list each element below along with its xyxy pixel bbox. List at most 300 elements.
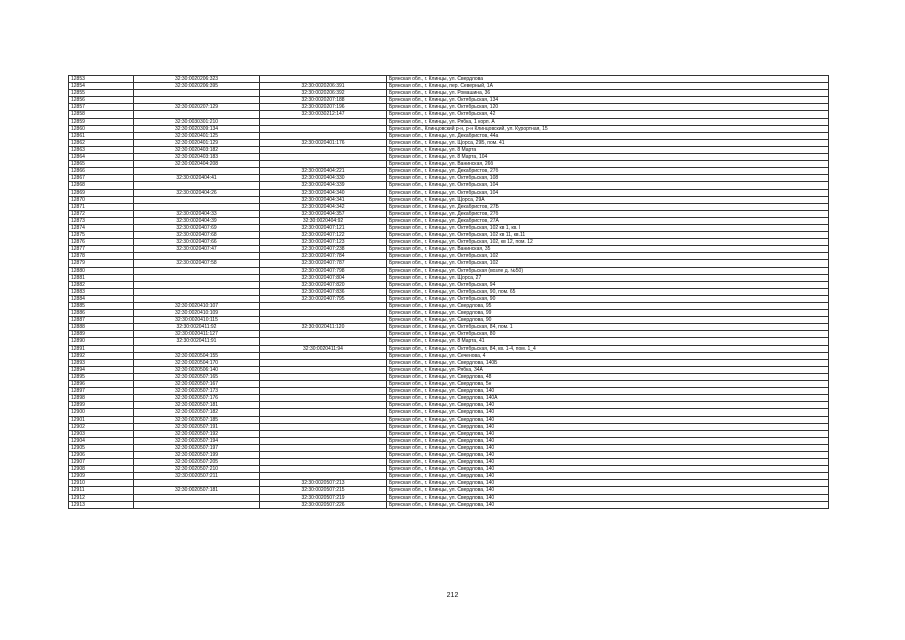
address-cell: Брянская обл., г. Клинцы, ул. 8 Марта bbox=[387, 146, 829, 153]
building-cadastral-cell bbox=[260, 395, 387, 402]
table-row bbox=[69, 366, 829, 373]
table-row bbox=[69, 459, 829, 466]
table-row bbox=[69, 359, 829, 366]
land-cadastral-cell: 32:30:0020507:210 bbox=[134, 466, 260, 473]
table-row bbox=[69, 402, 829, 409]
address-cell: Брянская обл., г. Клинцы, ул. Щорса, 29А bbox=[387, 196, 829, 203]
table-row bbox=[69, 288, 829, 295]
building-cadastral-cell: 32:30:0020411:94 bbox=[260, 345, 387, 352]
building-cadastral-cell: 32:30:0020407:820 bbox=[260, 281, 387, 288]
building-cadastral-cell bbox=[260, 132, 387, 139]
land-cadastral-cell: 32:30:0020403:183 bbox=[134, 154, 260, 161]
address-cell: Брянская обл., г. Клинцы, ул. Октябрьская, 102 кв 11, кв.11 bbox=[387, 232, 829, 239]
land-cadastral-cell: 32:30:0020206:395 bbox=[134, 83, 260, 90]
row-number-cell: 12874 bbox=[69, 224, 134, 231]
table-row bbox=[69, 196, 829, 203]
address-cell: Брянская обл., г. Клинцы, ул. Свердлова, 5н bbox=[387, 381, 829, 388]
land-cadastral-cell: 32:30:0020507:194 bbox=[134, 437, 260, 444]
table-row bbox=[69, 125, 829, 132]
address-cell: Брянская обл., г. Клинцы, ул. Октябрьская, 42 bbox=[387, 111, 829, 118]
address-cell: Брянская обл., г. Клинцы, ул. Октябрьская, 120 bbox=[387, 104, 829, 111]
table-row bbox=[69, 217, 829, 224]
building-cadastral-cell: 32:30:0020407:784 bbox=[260, 253, 387, 260]
address-cell: Брянская обл., г. Клинцы, ул. Декабристов, 27Б bbox=[387, 203, 829, 210]
row-number-cell: 12859 bbox=[69, 118, 134, 125]
address-cell: Брянская обл., г. Клинцы, ул. Сеченова, 4 bbox=[387, 352, 829, 359]
address-cell: Брянская обл., г. Клинцы, ул. Декабристов, 27б bbox=[387, 168, 829, 175]
building-cadastral-cell bbox=[260, 154, 387, 161]
building-cadastral-cell bbox=[260, 125, 387, 132]
building-cadastral-cell: 32:30:0020404:339 bbox=[260, 182, 387, 189]
row-number-cell: 12866 bbox=[69, 168, 134, 175]
building-cadastral-cell: 32:30:0020407:238 bbox=[260, 246, 387, 253]
row-number-cell: 12885 bbox=[69, 303, 134, 310]
building-cadastral-cell bbox=[260, 331, 387, 338]
address-cell: Брянская обл., г. Клинцы, ул. Свердлова, 140 bbox=[387, 473, 829, 480]
table-row bbox=[69, 295, 829, 302]
row-number-cell: 12911 bbox=[69, 487, 134, 494]
address-cell: Брянская обл., г. Клинцы, ул. Щорса, 29Б, пом. 41 bbox=[387, 139, 829, 146]
row-number-cell: 12891 bbox=[69, 345, 134, 352]
land-cadastral-cell: 32:30:0020407:58 bbox=[134, 260, 260, 267]
land-cadastral-cell: 32:30:0020404:26 bbox=[134, 189, 260, 196]
building-cadastral-cell: 32:30:0020507:215 bbox=[260, 487, 387, 494]
table-row bbox=[69, 253, 829, 260]
row-number-cell: 12884 bbox=[69, 295, 134, 302]
building-cadastral-cell bbox=[260, 359, 387, 366]
table-row bbox=[69, 373, 829, 380]
row-number-cell: 12881 bbox=[69, 274, 134, 281]
land-cadastral-cell bbox=[134, 281, 260, 288]
land-cadastral-cell: 32:30:0020401:129 bbox=[134, 139, 260, 146]
building-cadastral-cell: 32:30:0020404:340 bbox=[260, 189, 387, 196]
row-number-cell: 12905 bbox=[69, 444, 134, 451]
row-number-cell: 12889 bbox=[69, 331, 134, 338]
row-number-cell: 12880 bbox=[69, 267, 134, 274]
row-number-cell: 12858 bbox=[69, 111, 134, 118]
table-row bbox=[69, 444, 829, 451]
row-number-cell: 12907 bbox=[69, 459, 134, 466]
address-cell: Брянская обл., г. Клинцы, ул. Октябрьская, 134 bbox=[387, 97, 829, 104]
table-row bbox=[69, 409, 829, 416]
address-cell: Брянская обл., г. Клинцы, ул. Свердлова, 140 bbox=[387, 388, 829, 395]
building-cadastral-cell bbox=[260, 444, 387, 451]
land-cadastral-cell bbox=[134, 494, 260, 501]
building-cadastral-cell: 32:30:0020404:342 bbox=[260, 203, 387, 210]
table-row bbox=[69, 246, 829, 253]
row-number-cell: 12893 bbox=[69, 359, 134, 366]
building-cadastral-cell: 32:30:0020407:795 bbox=[260, 295, 387, 302]
address-cell: Брянская обл., г. Клинцы, ул. Свердлова, 140 bbox=[387, 466, 829, 473]
land-cadastral-cell: 32:30:0020410:107 bbox=[134, 303, 260, 310]
table-row bbox=[69, 161, 829, 168]
building-cadastral-cell: 32:30:0020207:196 bbox=[260, 104, 387, 111]
land-cadastral-cell: 32:30:0020507:191 bbox=[134, 423, 260, 430]
land-cadastral-cell: 32:30:0020404:208 bbox=[134, 161, 260, 168]
land-cadastral-cell: 32:30:0020507:181 bbox=[134, 402, 260, 409]
address-cell: Брянская обл., г. Клинцы, ул. Ромашина, 36 bbox=[387, 90, 829, 97]
land-cadastral-cell: 32:30:0020507:176 bbox=[134, 395, 260, 402]
land-cadastral-cell: 32:30:0020404:39 bbox=[134, 217, 260, 224]
table-row bbox=[69, 451, 829, 458]
table-row bbox=[69, 317, 829, 324]
table-row bbox=[69, 466, 829, 473]
address-cell: Брянская обл., г. Клинцы, ул. Октябрьская, 102 bbox=[387, 260, 829, 267]
row-number-cell: 12871 bbox=[69, 203, 134, 210]
row-number-cell: 12902 bbox=[69, 423, 134, 430]
building-cadastral-cell: 32:30:0020404:330 bbox=[260, 175, 387, 182]
building-cadastral-cell bbox=[260, 409, 387, 416]
address-cell: Брянская обл., г. Клинцы, ул. Свердлова, 140 bbox=[387, 430, 829, 437]
land-cadastral-cell: 32:30:0020507:167 bbox=[134, 381, 260, 388]
address-cell: Брянская обл., г. Клинцы, ул. Октябрьская, 84, кв. 1-4, пом. 1_4 bbox=[387, 345, 829, 352]
row-number-cell: 12878 bbox=[69, 253, 134, 260]
land-cadastral-cell bbox=[134, 168, 260, 175]
row-number-cell: 12876 bbox=[69, 239, 134, 246]
address-cell: Брянская обл., г. Клинцы, ул. Октябрьская, 108 bbox=[387, 175, 829, 182]
table-row bbox=[69, 501, 829, 508]
table-row bbox=[69, 154, 829, 161]
address-cell: Брянская обл., г. Клинцы, ул. Октябрьская, 84, пом. 1 bbox=[387, 324, 829, 331]
table-row bbox=[69, 189, 829, 196]
row-number-cell: 12882 bbox=[69, 281, 134, 288]
building-cadastral-cell: 32:30:0020411:120 bbox=[260, 324, 387, 331]
address-cell: Брянская обл., г. Клинцы, ул. Октябрьская, 104 bbox=[387, 189, 829, 196]
land-cadastral-cell bbox=[134, 90, 260, 97]
building-cadastral-cell: 32:30:0020407:122 bbox=[260, 232, 387, 239]
address-cell: Брянская обл., г. Клинцы, пер. Северный, 1А bbox=[387, 83, 829, 90]
row-number-cell: 12856 bbox=[69, 97, 134, 104]
row-number-cell: 12857 bbox=[69, 104, 134, 111]
address-cell: Брянская обл., г. Клинцы, ул. Декабристов, 27б bbox=[387, 210, 829, 217]
land-cadastral-cell: 32:30:0020407:69 bbox=[134, 224, 260, 231]
row-number-cell: 12863 bbox=[69, 146, 134, 153]
address-cell: Брянская обл., г. Клинцы, ул. Свердлова, 140Б bbox=[387, 359, 829, 366]
land-cadastral-cell: 32:30:0020410:115 bbox=[134, 317, 260, 324]
land-cadastral-cell bbox=[134, 267, 260, 274]
row-number-cell: 12854 bbox=[69, 83, 134, 90]
land-cadastral-cell: 32:30:0020507:197 bbox=[134, 444, 260, 451]
building-cadastral-cell bbox=[260, 416, 387, 423]
building-cadastral-cell: 32:30:0020407:121 bbox=[260, 224, 387, 231]
building-cadastral-cell bbox=[260, 430, 387, 437]
building-cadastral-cell bbox=[260, 303, 387, 310]
table-row bbox=[69, 487, 829, 494]
land-cadastral-cell bbox=[134, 295, 260, 302]
building-cadastral-cell bbox=[260, 76, 387, 83]
address-cell: Брянская обл., г. Клинцы, ул. Октябрьская, 102, кв 12, пом. 12 bbox=[387, 239, 829, 246]
building-cadastral-cell: 32:30:0020404:221 bbox=[260, 168, 387, 175]
row-number-cell: 12894 bbox=[69, 366, 134, 373]
building-cadastral-cell: 32:30:0020407:798 bbox=[260, 267, 387, 274]
row-number-cell: 12883 bbox=[69, 288, 134, 295]
address-cell: Брянская обл., г. Клинцы, ул. Свердлова, 140 bbox=[387, 437, 829, 444]
building-cadastral-cell: 32:30:0020407:787 bbox=[260, 260, 387, 267]
building-cadastral-cell: 32:30:0020401:176 bbox=[260, 139, 387, 146]
row-number-cell: 12906 bbox=[69, 451, 134, 458]
land-cadastral-cell: 32:30:0020507:205 bbox=[134, 459, 260, 466]
table-row bbox=[69, 267, 829, 274]
land-cadastral-cell: 32:30:0020507:192 bbox=[134, 430, 260, 437]
land-cadastral-cell: 32:30:0020411:92 bbox=[134, 324, 260, 331]
row-number-cell: 12853 bbox=[69, 76, 134, 83]
building-cadastral-cell bbox=[260, 161, 387, 168]
table-row bbox=[69, 423, 829, 430]
row-number-cell: 12910 bbox=[69, 480, 134, 487]
building-cadastral-cell bbox=[260, 423, 387, 430]
land-cadastral-cell: 32:30:0020401:125 bbox=[134, 132, 260, 139]
land-cadastral-cell: 32:30:0020507:199 bbox=[134, 451, 260, 458]
table-row bbox=[69, 132, 829, 139]
table-row bbox=[69, 388, 829, 395]
address-cell: Брянская обл., г. Клинцы, ул. Свердлова, 140 bbox=[387, 423, 829, 430]
building-cadastral-cell: 32:30:0020404:341 bbox=[260, 196, 387, 203]
land-cadastral-cell bbox=[134, 203, 260, 210]
row-number-cell: 12898 bbox=[69, 395, 134, 402]
address-cell: Брянская обл., г. Клинцы, ул. Свердлова, 140А bbox=[387, 395, 829, 402]
row-number-cell: 12912 bbox=[69, 494, 134, 501]
address-cell: Брянская обл., г. Клинцы, ул. Щорса, 27 bbox=[387, 274, 829, 281]
land-cadastral-cell bbox=[134, 274, 260, 281]
table-row bbox=[69, 303, 829, 310]
table-row bbox=[69, 381, 829, 388]
row-number-cell: 12875 bbox=[69, 232, 134, 239]
table-row bbox=[69, 76, 829, 83]
address-cell: Брянская обл., г. Клинцы, ул. Свердлова, 95 bbox=[387, 303, 829, 310]
address-cell: Брянская обл., г. Клинцы, ул. Октябрьская (возле д. №50) bbox=[387, 267, 829, 274]
building-cadastral-cell: 32:30:0020207:188 bbox=[260, 97, 387, 104]
land-cadastral-cell bbox=[134, 501, 260, 508]
address-cell: Брянская обл., г. Клинцы, ул. Ванинская, 26б bbox=[387, 161, 829, 168]
building-cadastral-cell bbox=[260, 366, 387, 373]
land-cadastral-cell: 32:30:0020410:109 bbox=[134, 310, 260, 317]
land-cadastral-cell bbox=[134, 345, 260, 352]
row-number-cell: 12873 bbox=[69, 217, 134, 224]
row-number-cell: 12895 bbox=[69, 373, 134, 380]
address-cell: Брянская обл., г. Клинцы, ул. Свердлова, 90 bbox=[387, 317, 829, 324]
address-cell: Брянская обл., г. Клинцы, ул. Свердлова, 140 bbox=[387, 459, 829, 466]
address-cell: Брянская обл., г. Клинцы, ул. Октябрьская, 102 кв 1, кв. I bbox=[387, 224, 829, 231]
address-cell: Брянская обл., г. Клинцы, ул. Свердлова, 140 bbox=[387, 402, 829, 409]
row-number-cell: 12899 bbox=[69, 402, 134, 409]
building-cadastral-cell bbox=[260, 437, 387, 444]
address-cell: Брянская обл., г. Клинцы, ул. 8 Марта, 41 bbox=[387, 338, 829, 345]
table-row bbox=[69, 494, 829, 501]
table-row bbox=[69, 338, 829, 345]
table-row bbox=[69, 97, 829, 104]
table-row bbox=[69, 83, 829, 90]
land-cadastral-cell bbox=[134, 480, 260, 487]
table-row bbox=[69, 168, 829, 175]
row-number-cell: 12869 bbox=[69, 189, 134, 196]
row-number-cell: 12892 bbox=[69, 352, 134, 359]
address-cell: Брянская обл., г. Клинцы, ул. Свердлова, 140 bbox=[387, 480, 829, 487]
building-cadastral-cell bbox=[260, 373, 387, 380]
building-cadastral-cell: 32:30:0030212:147 bbox=[260, 111, 387, 118]
land-cadastral-cell: 32:30:0020504:170 bbox=[134, 359, 260, 366]
table-row bbox=[69, 331, 829, 338]
address-cell: Брянская обл., г. Клинцы, ул. Свердлова, 140 bbox=[387, 451, 829, 458]
land-cadastral-cell: 32:30:0020407:68 bbox=[134, 232, 260, 239]
address-cell: Брянская обл., г. Клинцы, ул. Свердлова, 140 bbox=[387, 494, 829, 501]
land-cadastral-cell: 32:30:0020411:127 bbox=[134, 331, 260, 338]
building-cadastral-cell: 32:30:0020404:92 bbox=[260, 217, 387, 224]
row-number-cell: 12890 bbox=[69, 338, 134, 345]
table-row bbox=[69, 281, 829, 288]
land-cadastral-cell: 32:30:0030301:210 bbox=[134, 118, 260, 125]
table-row bbox=[69, 310, 829, 317]
row-number-cell: 12870 bbox=[69, 196, 134, 203]
table-row bbox=[69, 416, 829, 423]
land-cadastral-cell: 32:30:0020207:129 bbox=[134, 104, 260, 111]
row-number-cell: 12887 bbox=[69, 317, 134, 324]
address-cell: Брянская обл., г. Клинцы, ул. Свердлова, 99 bbox=[387, 310, 829, 317]
address-cell: Брянская обл., г. Клинцы, ул. Декабристов, 27А bbox=[387, 217, 829, 224]
building-cadastral-cell bbox=[260, 402, 387, 409]
row-number-cell: 12888 bbox=[69, 324, 134, 331]
land-cadastral-cell bbox=[134, 253, 260, 260]
building-cadastral-cell: 32:30:0020407:123 bbox=[260, 239, 387, 246]
table-row bbox=[69, 395, 829, 402]
table-row bbox=[69, 210, 829, 217]
building-cadastral-cell bbox=[260, 451, 387, 458]
address-cell: Брянская обл., г. Клинцы, ул. Свердлова, 140 bbox=[387, 487, 829, 494]
row-number-cell: 12904 bbox=[69, 437, 134, 444]
table-row bbox=[69, 90, 829, 97]
address-cell: Брянская обл., г. Клинцы, ул. Свердлова, 140 bbox=[387, 416, 829, 423]
row-number-cell: 12896 bbox=[69, 381, 134, 388]
row-number-cell: 12886 bbox=[69, 310, 134, 317]
building-cadastral-cell bbox=[260, 388, 387, 395]
land-cadastral-cell: 32:30:0020507:185 bbox=[134, 416, 260, 423]
building-cadastral-cell bbox=[260, 381, 387, 388]
row-number-cell: 12909 bbox=[69, 473, 134, 480]
registry-table bbox=[68, 75, 829, 509]
address-cell: Брянская обл., г. Клинцы, ул. Октябрьская, 94 bbox=[387, 281, 829, 288]
land-cadastral-cell: 32:30:0020407:66 bbox=[134, 239, 260, 246]
building-cadastral-cell: 32:30:0020206:391 bbox=[260, 83, 387, 90]
building-cadastral-cell bbox=[260, 146, 387, 153]
row-number-cell: 12867 bbox=[69, 175, 134, 182]
table-row bbox=[69, 203, 829, 210]
land-cadastral-cell: 32:30:0020506:140 bbox=[134, 366, 260, 373]
table-row bbox=[69, 239, 829, 246]
address-cell: Брянская обл., г. Клинцы, ул. Рябка, 1 корп. А bbox=[387, 118, 829, 125]
table-row bbox=[69, 118, 829, 125]
land-cadastral-cell: 32:30:0020206:323 bbox=[134, 76, 260, 83]
table-row bbox=[69, 139, 829, 146]
table-row bbox=[69, 480, 829, 487]
land-cadastral-cell bbox=[134, 196, 260, 203]
building-cadastral-cell: 32:30:0020507:213 bbox=[260, 480, 387, 487]
row-number-cell: 12860 bbox=[69, 125, 134, 132]
table-row bbox=[69, 260, 829, 267]
building-cadastral-cell bbox=[260, 118, 387, 125]
building-cadastral-cell: 32:30:0020206:392 bbox=[260, 90, 387, 97]
land-cadastral-cell: 32:30:0020507:211 bbox=[134, 473, 260, 480]
land-cadastral-cell: 32:30:0020507:181 bbox=[134, 487, 260, 494]
land-cadastral-cell bbox=[134, 111, 260, 118]
table-row bbox=[69, 437, 829, 444]
building-cadastral-cell bbox=[260, 473, 387, 480]
table-row bbox=[69, 182, 829, 189]
page-number: 212 bbox=[446, 592, 459, 599]
row-number-cell: 12913 bbox=[69, 501, 134, 508]
row-number-cell: 12897 bbox=[69, 388, 134, 395]
land-cadastral-cell: 32:30:0020403:182 bbox=[134, 146, 260, 153]
building-cadastral-cell: 32:30:0020507:219 bbox=[260, 494, 387, 501]
land-cadastral-cell bbox=[134, 288, 260, 295]
building-cadastral-cell bbox=[260, 310, 387, 317]
land-cadastral-cell: 32:30:0020404:33 bbox=[134, 210, 260, 217]
table-row bbox=[69, 345, 829, 352]
address-cell: Брянская обл., г. Клинцы, ул. 8 Марта, 104 bbox=[387, 154, 829, 161]
land-cadastral-cell: 32:30:0020507:173 bbox=[134, 388, 260, 395]
row-number-cell: 12872 bbox=[69, 210, 134, 217]
registry-table-body bbox=[69, 76, 829, 509]
building-cadastral-cell bbox=[260, 317, 387, 324]
building-cadastral-cell: 32:30:0020407:836 bbox=[260, 288, 387, 295]
table-row bbox=[69, 175, 829, 182]
land-cadastral-cell: 32:30:0020407:47 bbox=[134, 246, 260, 253]
land-cadastral-cell: 32:30:0020404:41 bbox=[134, 175, 260, 182]
row-number-cell: 12868 bbox=[69, 182, 134, 189]
address-cell: Брянская обл., г. Клинцы, ул. Октябрьская, 90, пом. 65 bbox=[387, 288, 829, 295]
address-cell: Брянская обл., г. Клинцы, ул. Октябрьская, 90 bbox=[387, 295, 829, 302]
address-cell: Брянская обл., Клинцовский р-н, р-н Клинцовский, ул. Курортная, 15 bbox=[387, 125, 829, 132]
building-cadastral-cell: 32:30:0020507:226 bbox=[260, 501, 387, 508]
address-cell: Брянская обл., г. Клинцы, ул. Свердлова, 140 bbox=[387, 444, 829, 451]
address-cell: Брянская обл., г. Клинцы, ул. Свердлова, 140 bbox=[387, 501, 829, 508]
table-row bbox=[69, 473, 829, 480]
building-cadastral-cell bbox=[260, 459, 387, 466]
address-cell: Брянская обл., г. Клинцы, ул. Октябрьская, 80 bbox=[387, 331, 829, 338]
building-cadastral-cell bbox=[260, 352, 387, 359]
land-cadastral-cell bbox=[134, 182, 260, 189]
land-cadastral-cell: 32:30:0020309:134 bbox=[134, 125, 260, 132]
row-number-cell: 12861 bbox=[69, 132, 134, 139]
address-cell: Брянская обл., г. Клинцы, ул. Ванинская, 35 bbox=[387, 246, 829, 253]
table-row bbox=[69, 146, 829, 153]
land-cadastral-cell: 32:30:0020411:91 bbox=[134, 338, 260, 345]
land-cadastral-cell bbox=[134, 97, 260, 104]
land-cadastral-cell: 32:30:0020507:182 bbox=[134, 409, 260, 416]
address-cell: Брянская обл., г. Клинцы, ул. Рябка, 34А bbox=[387, 366, 829, 373]
table-row bbox=[69, 430, 829, 437]
land-cadastral-cell: 32:30:0020504:155 bbox=[134, 352, 260, 359]
row-number-cell: 12908 bbox=[69, 466, 134, 473]
address-cell: Брянская обл., г. Клинцы, ул. Октябрьская, 104 bbox=[387, 182, 829, 189]
table-row bbox=[69, 104, 829, 111]
row-number-cell: 12900 bbox=[69, 409, 134, 416]
row-number-cell: 12901 bbox=[69, 416, 134, 423]
table-row bbox=[69, 274, 829, 281]
land-cadastral-cell: 32:30:0020507:165 bbox=[134, 373, 260, 380]
table-row bbox=[69, 352, 829, 359]
row-number-cell: 12864 bbox=[69, 154, 134, 161]
row-number-cell: 12855 bbox=[69, 90, 134, 97]
row-number-cell: 12862 bbox=[69, 139, 134, 146]
building-cadastral-cell bbox=[260, 338, 387, 345]
address-cell: Брянская обл., г. Клинцы, ул. Свердлова bbox=[387, 76, 829, 83]
table-row bbox=[69, 224, 829, 231]
row-number-cell: 12877 bbox=[69, 246, 134, 253]
building-cadastral-cell: 32:30:0020407:804 bbox=[260, 274, 387, 281]
table-row bbox=[69, 111, 829, 118]
address-cell: Брянская обл., г. Клинцы, ул. Свердлова, 140 bbox=[387, 409, 829, 416]
row-number-cell: 12903 bbox=[69, 430, 134, 437]
row-number-cell: 12865 bbox=[69, 161, 134, 168]
